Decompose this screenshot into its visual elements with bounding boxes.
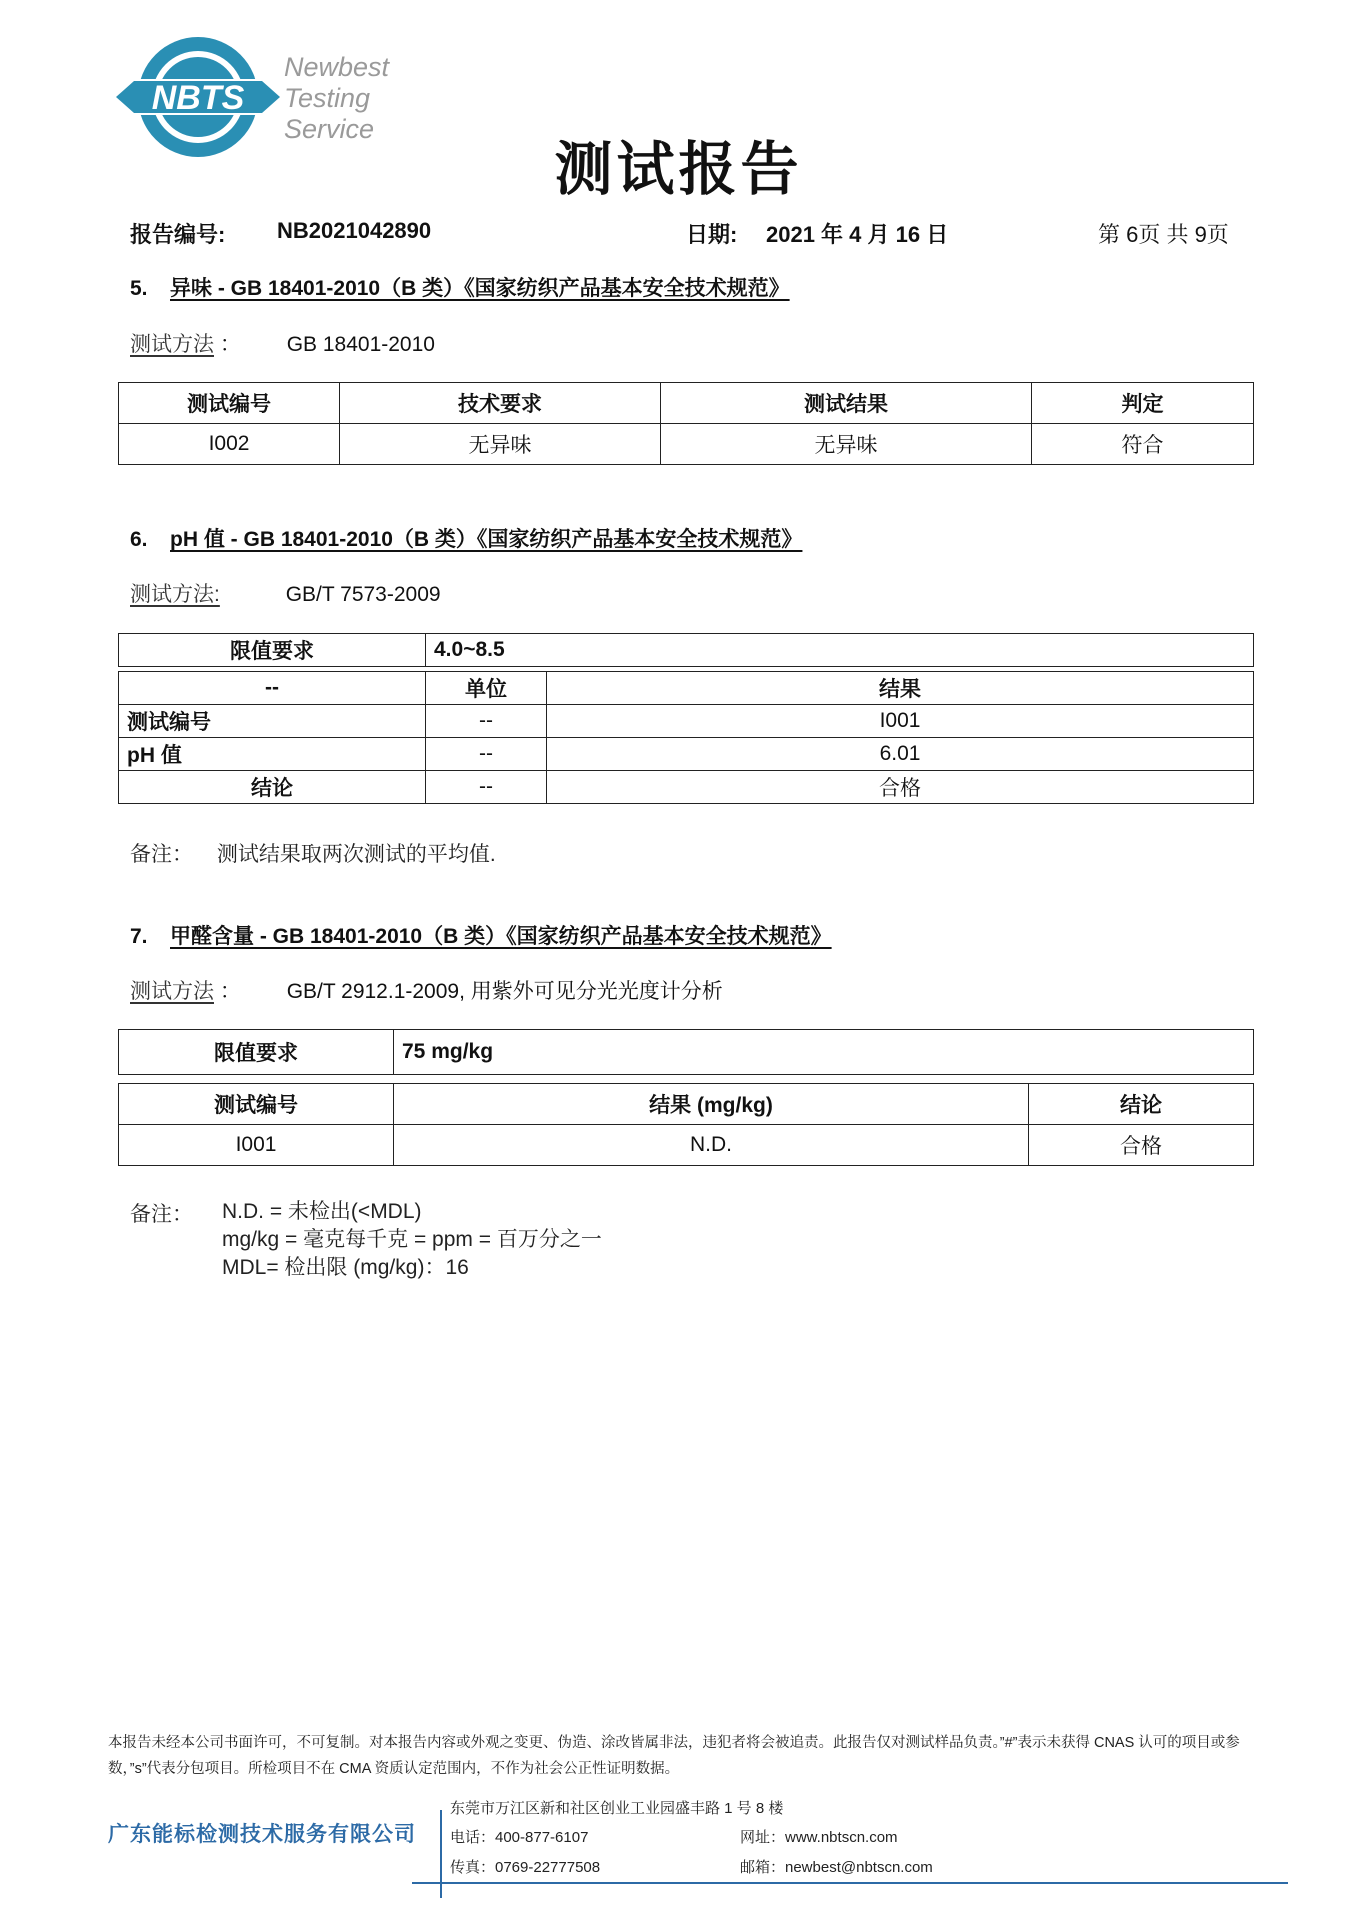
section-title: 甲醛含量 - GB 18401-2010（B 类）《国家纺织产品基本安全技术规范》 [170, 925, 832, 948]
table-cell: 测试编号 [119, 705, 426, 738]
table-header: 结果 (mg/kg) [394, 1084, 1029, 1125]
table-row [119, 634, 1254, 667]
table-header: 结论 [1029, 1084, 1254, 1125]
table-cell: 6.01 [547, 738, 1254, 771]
logo-line-3: Service [284, 114, 375, 144]
section-7-heading [130, 920, 832, 950]
table-header: 测试编号 [119, 1084, 394, 1125]
ph-result-table [118, 671, 1254, 804]
table-header: 单位 [426, 672, 547, 705]
logo-line-2: Testing [284, 83, 371, 113]
table-cell: -- [426, 705, 547, 738]
remark-text: 测试结果取两次测试的平均值. [216, 843, 496, 866]
note-line: mg/kg = 毫克每千克 = ppm = 百万分之一 [222, 1228, 602, 1251]
section-number: 5. [130, 277, 148, 300]
table-cell: I002 [119, 424, 340, 465]
page-title: 测试报告 [554, 135, 803, 203]
method-label: 测试方法: [130, 583, 220, 606]
table-cell: 合格 [1029, 1125, 1254, 1166]
table-cell: -- [426, 771, 547, 804]
table-cell: 合格 [547, 771, 1254, 804]
section-5-method [130, 328, 435, 358]
report-no: NB2021042890 [277, 218, 432, 243]
note-line: N.D. = 未检出(<MDL) [222, 1200, 422, 1223]
section-title: 异味 - GB 18401-2010（B 类）《国家纺织产品基本安全技术规范》 [170, 277, 790, 300]
limit-label: 限值要求 [119, 634, 426, 667]
table-row [119, 705, 1254, 738]
table-header-row [119, 383, 1254, 424]
page-number: 第 6页 共 9页 [1098, 222, 1229, 247]
odor-table [118, 382, 1254, 465]
section-7-notes [222, 1198, 602, 1282]
table-header: 判定 [1032, 383, 1254, 424]
method-label: 测试方法 [130, 980, 214, 1003]
table-cell: I001 [119, 1125, 394, 1166]
table-cell: 无异味 [340, 424, 661, 465]
table-cell: 结论 [119, 771, 426, 804]
section-6-heading [130, 523, 802, 553]
method-separator: ： [219, 333, 241, 356]
company-phone: 电话：400-877-6107 [450, 1829, 589, 1846]
section-number: 6. [130, 528, 148, 551]
logo-line-1: Newbest [284, 52, 390, 82]
table-cell: I001 [547, 705, 1254, 738]
limit-label: 限值要求 [119, 1030, 394, 1075]
report-no-label: 报告编号: [130, 222, 226, 247]
note-line: MDL= 检出限 (mg/kg)：16 [222, 1256, 469, 1279]
table-row [119, 424, 1254, 465]
company-website[interactable]: 网址：www.nbtscn.com [740, 1829, 898, 1846]
table-header-row [119, 672, 1254, 705]
section-title: pH 值 - GB 18401-2010（B 类）《国家纺织产品基本安全技术规范》 [170, 528, 803, 551]
report-date: 2021 年 4 月 16 日 [766, 222, 949, 247]
company-fax: 传真：0769-22777508 [450, 1859, 601, 1876]
table-cell: -- [426, 738, 547, 771]
company-address: 东莞市万江区新和社区创业工业园盛丰路 1 号 8 楼 [450, 1800, 784, 1817]
table-cell: 符合 [1032, 424, 1254, 465]
section-7-method [130, 975, 723, 1005]
logo-abbr: NBTS [151, 79, 245, 117]
table-header: 结果 [547, 672, 1254, 705]
table-cell: 无异味 [661, 424, 1032, 465]
table-header-row [119, 1084, 1254, 1125]
table-cell: pH 值 [119, 738, 426, 771]
date-label: 日期: [686, 222, 738, 247]
section-6-remark [130, 838, 496, 868]
section-number: 7. [130, 925, 148, 948]
formaldehyde-limit-table [118, 1029, 1254, 1075]
table-header: -- [119, 672, 426, 705]
method-value: GB 18401-2010 [286, 333, 435, 356]
table-row [119, 1125, 1254, 1166]
formaldehyde-result-table [118, 1083, 1254, 1166]
section-6-method [130, 578, 441, 608]
table-row [119, 738, 1254, 771]
disclaimer: 本报告未经本公司书面许可，不可复制。对本报告内容或外观之变更、伪造、涂改皆属非法，违犯者将会被追责。此报告仅对测试样品负责。”#”表示未获得 CNAS 认可的项目或参数，”s”代表分包项目。所检项目不在 CMA 资质认定范围内，不作为社会公正性证明数据。 [108, 1735, 1240, 1777]
company-email[interactable]: 邮箱：newbest@nbtscn.com [740, 1859, 933, 1876]
table-header: 测试编号 [119, 383, 340, 424]
section-7-remark-label: 备注： [130, 1203, 193, 1226]
remark-label: 备注： [130, 843, 193, 866]
method-value: GB/T 7573-2009 [285, 583, 441, 606]
table-header: 技术要求 [340, 383, 661, 424]
ph-limit-table [118, 633, 1254, 667]
company-name: 广东能标检测技术服务有限公司 [108, 1823, 416, 1846]
table-cell: N.D. [394, 1125, 1029, 1166]
limit-value: 75 mg/kg [394, 1030, 1254, 1075]
method-label: 测试方法 [130, 333, 214, 356]
limit-value: 4.0~8.5 [426, 634, 1254, 667]
section-5-heading [130, 272, 790, 302]
footer-divider-horizontal [412, 1882, 1288, 1884]
table-header: 测试结果 [661, 383, 1032, 424]
table-row [119, 1030, 1254, 1075]
method-value: GB/T 2912.1-2009, 用紫外可见分光光度计分析 [286, 980, 723, 1003]
method-separator: ： [219, 980, 241, 1003]
table-row [119, 771, 1254, 804]
footer-divider-vertical [440, 1810, 442, 1898]
